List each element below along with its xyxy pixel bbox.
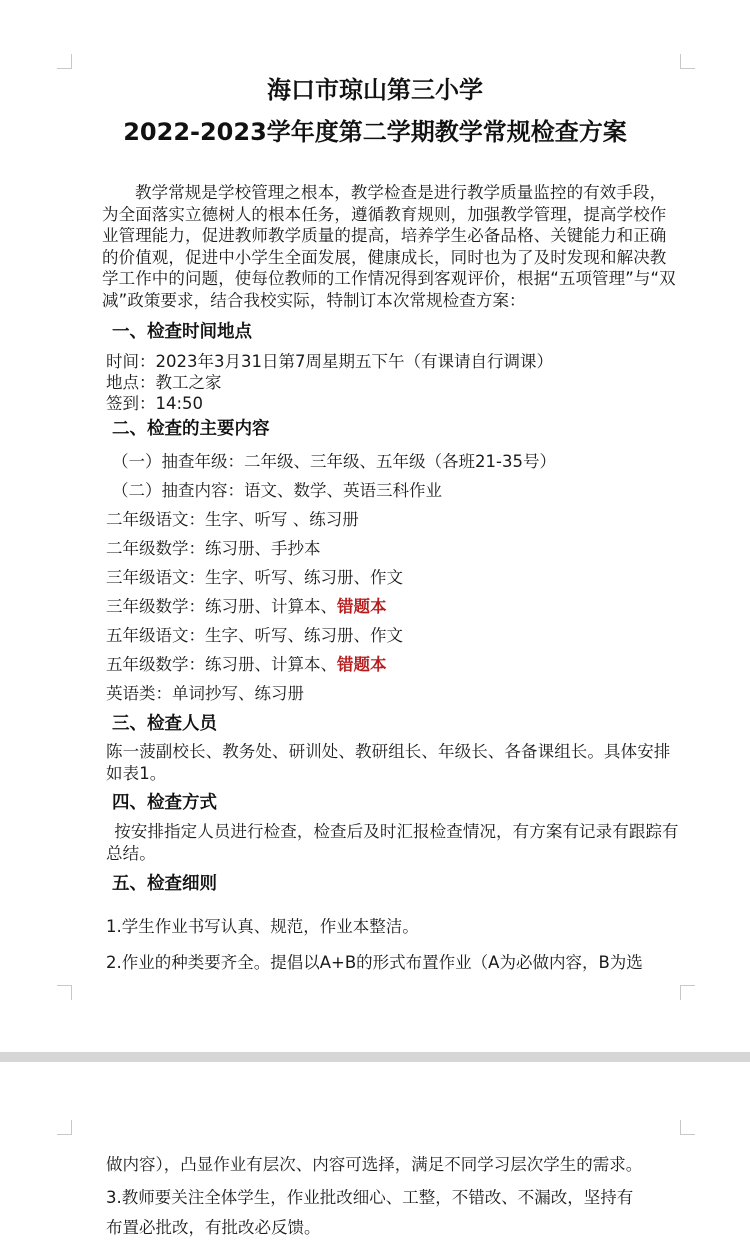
section-heading-staff: 三、检查人员	[112, 714, 217, 734]
rule-2-line-2: 做内容），凸显作业有层次、内容可选择，满足不同学习层次学生的需求。	[106, 1155, 643, 1174]
crop-mark-top-right	[680, 1120, 695, 1135]
page-separator	[0, 1052, 750, 1062]
list-item: 二年级数学：练习册、手抄本	[106, 539, 321, 558]
crop-mark-top-left	[57, 1120, 72, 1135]
section-heading-rules: 五、检查细则	[112, 874, 217, 894]
intro-paragraph: 教学常规是学校管理之根本，教学检查是进行教学质量监控的有效手段，为全面落实立德树人的根本任务，遵循教育规则，加强教学管理，提高学校作业管理能力，促进教师教学质量的提高，培养学生必备品格、关键能力和正确的价值观，促进中小学生全面发展，健康成长，同时也为了及时发现和解决教学工作中的问题，使每位教师的工作情况得到客观评价，根据“五项管理”与“双减”政策要求，结合我校实际，特制订本次常规检查方案：	[102, 183, 676, 310]
crop-mark-top-left	[57, 54, 72, 69]
sample-content: （二）抽查内容：语文、数学、英语三科作业	[112, 481, 442, 500]
check-time: 时间：2023年3月31日第7周星期五下午（有课请自行调课）	[106, 352, 553, 371]
highlight-text: 错题本	[337, 655, 387, 674]
rule-2-line-1: 2.作业的种类要齐全。提倡以A+B的形式布置作业（A为必做内容，B为选	[106, 953, 643, 972]
crop-mark-bottom-right	[680, 985, 695, 1000]
staff-paragraph: 陈一菠副校长、教务处、研训处、教研组长、年级长、各备课组长。具体安排如表1。	[106, 742, 671, 783]
school-title: 海口市琼山第三小学	[267, 76, 483, 104]
list-item: 二年级语文：生字、听写 、练习册	[106, 510, 359, 529]
check-place: 地点：教工之家	[106, 373, 222, 392]
method-paragraph: 按安排指定人员进行检查，检查后及时汇报检查情况，有方案有记录有跟踪有总结。	[106, 822, 679, 863]
signin-time: 签到：14:50	[106, 394, 204, 413]
rule-3-line-1: 3.教师要关注全体学生，作业批改细心、工整，不错改、不漏改，坚持有	[106, 1188, 634, 1207]
list-item: 英语类：单词抄写、练习册	[106, 684, 304, 703]
rule-1: 1.学生作业书写认真、规范，作业本整洁。	[106, 917, 419, 936]
list-item: 五年级数学：练习册、计算本、错题本	[106, 655, 387, 674]
plan-title: 2022-2023学年度第二学期教学常规检查方案	[123, 118, 627, 146]
crop-mark-top-right	[680, 54, 695, 69]
sample-grades: （一）抽查年级：二年级、三年级、五年级（各班21-35号）	[112, 452, 556, 471]
crop-mark-bottom-left	[57, 985, 72, 1000]
list-item: 三年级语文：生字、听写、练习册、作文	[106, 568, 403, 587]
document-page-2	[0, 1062, 750, 1250]
list-item: 三年级数学：练习册、计算本、错题本	[106, 597, 387, 616]
section-heading-method: 四、检查方式	[112, 793, 217, 813]
highlight-text: 错题本	[337, 597, 387, 616]
section-heading-content: 二、检查的主要内容	[112, 419, 270, 439]
list-item: 五年级语文：生字、听写、练习册、作文	[106, 626, 403, 645]
section-heading-time-place: 一、检查时间地点	[112, 322, 252, 342]
rule-3-line-2: 布置必批改，有批改必反馈。	[106, 1218, 321, 1237]
